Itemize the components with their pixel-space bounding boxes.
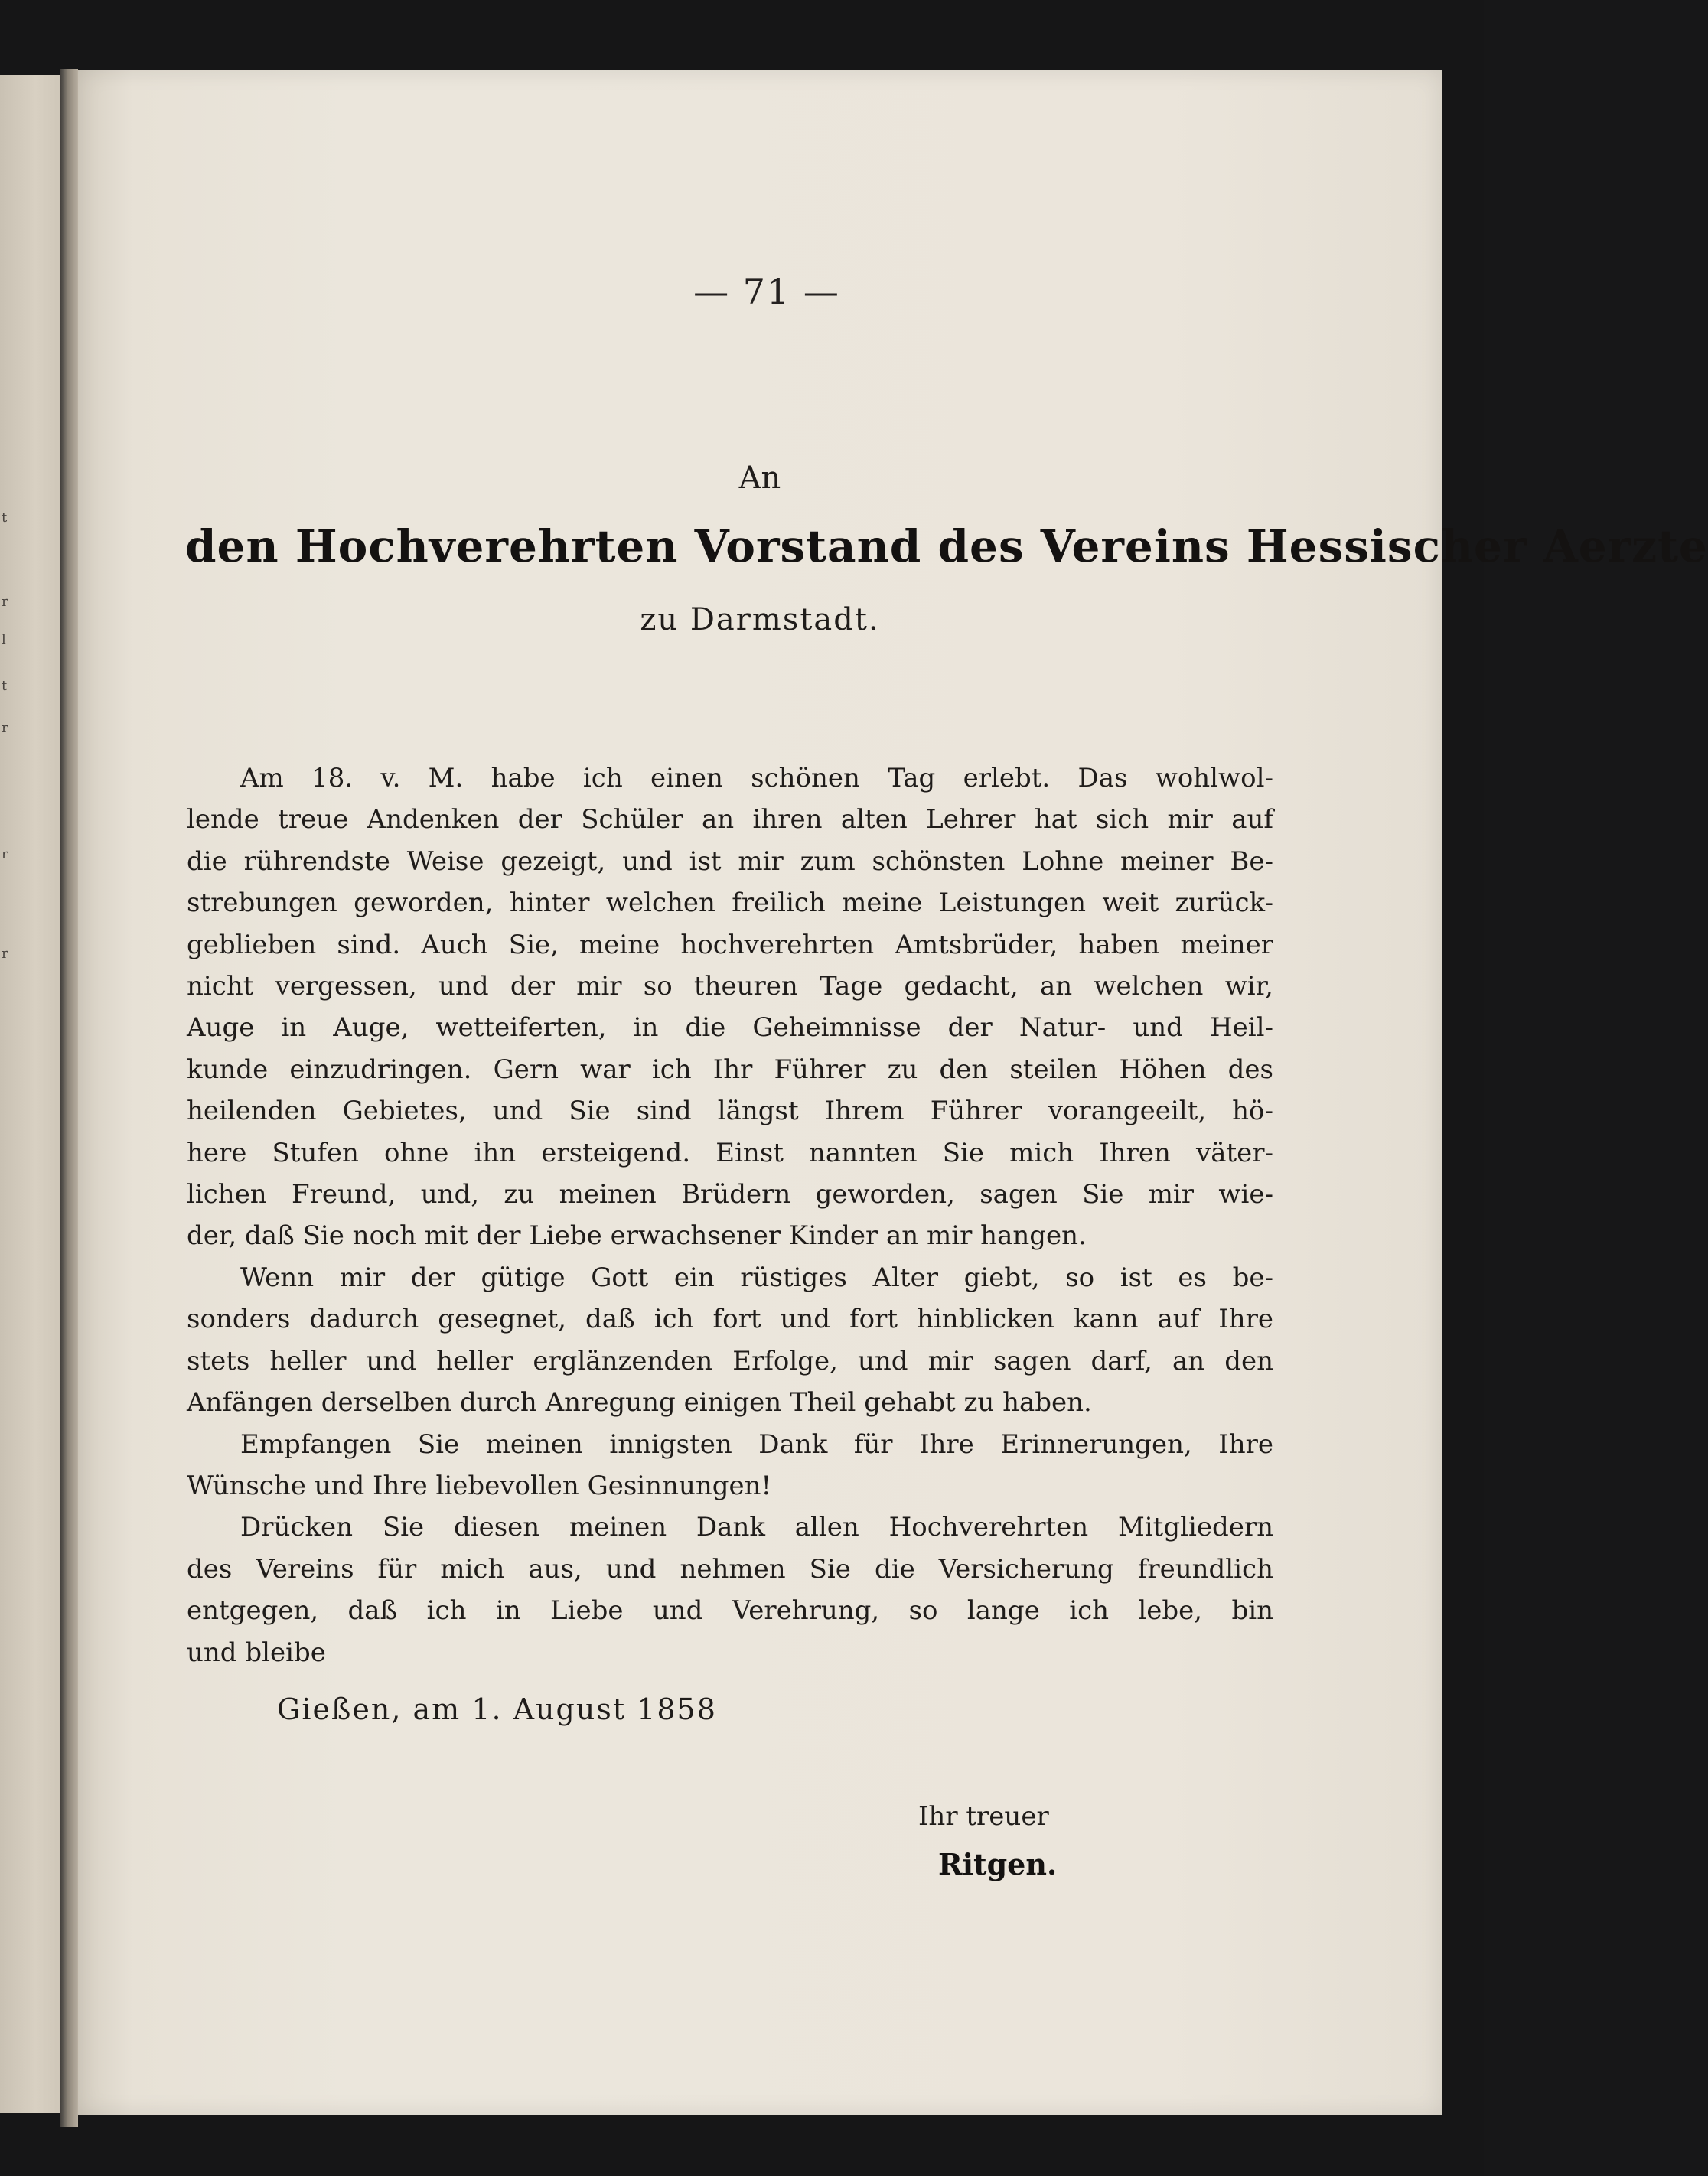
left-page-fragment: r <box>2 720 8 736</box>
place-and-date: Gießen, am 1. August 1858 <box>277 1692 717 1726</box>
left-page-edge <box>0 75 60 2113</box>
body-line: Wenn mir der gütige Gott ein rüstiges Alter giebt, so ist es be- <box>240 1262 1273 1293</box>
body-line: Auge in Auge, wetteiferten, in die Geheimnisse der Natur- und Heil- <box>187 1012 1273 1044</box>
body-line: Drücken Sie diesen meinen Dank allen Hochverehrten Mitgliedern <box>240 1512 1273 1543</box>
signature: Ritgen. <box>938 1847 1058 1881</box>
body-line: stets heller und heller erglänzenden Erfolge, und mir sagen darf, an den <box>187 1345 1273 1376</box>
body-line: nicht vergessen, und der mir so theuren Tage gedacht, an welchen wir, <box>187 971 1273 1002</box>
body-line: lichen Freund, und, zu meinen Brüdern geworden, sagen Sie mir wie- <box>187 1179 1273 1210</box>
body-line: geblieben sind. Auch Sie, meine hochverehrten Amtsbrüder, haben meiner <box>187 929 1273 960</box>
body-line: des Vereins für mich aus, und nehmen Sie die Versicherung freundlich <box>187 1553 1273 1585</box>
body-line: Wünsche und Ihre liebevollen Gesinnungen! <box>187 1470 772 1501</box>
body-line: die rührendste Weise gezeigt, und ist mir zum schönsten Lohne meiner Be- <box>187 845 1273 877</box>
left-page-fragment: r <box>2 846 8 862</box>
document-page <box>78 70 1708 2115</box>
body-line: entgegen, daß ich in Liebe und Verehrung, so lange ich lebe, bin <box>187 1595 1273 1627</box>
left-page-fragment: r <box>2 594 8 610</box>
heading-title: den Hochverehrten Vorstand des Vereins Hessischer Aerzte <box>185 520 1708 572</box>
body-line: Empfangen Sie meinen innigsten Dank für Ihre Erinnerungen, Ihre <box>240 1428 1273 1460</box>
left-page-fragment: t <box>2 678 8 694</box>
body-line: kunde einzudringen. Gern war ich Ihr Führer zu den steilen Höhen des <box>187 1054 1273 1085</box>
body-line: Anfängen derselben durch Anregung einigen Theil gehabt zu haben. <box>187 1387 1092 1419</box>
body-line: here Stufen ohne ihn ersteigend. Einst nannten Sie mich Ihren väter- <box>187 1137 1273 1168</box>
body-line: der, daß Sie noch mit der Liebe erwachsener Kinder an mir hangen. <box>187 1220 1087 1252</box>
heading-location: zu Darmstadt. <box>640 602 880 637</box>
left-page-fragment: t <box>2 510 8 526</box>
body-line: sonders dadurch gesegnet, daß ich fort und fort hinblicken kann auf Ihre <box>187 1304 1273 1335</box>
body-line: strebungen geworden, hinter welchen freilich meine Leistungen weit zurück- <box>187 888 1273 919</box>
left-page-fragment: l <box>2 632 6 648</box>
book-spine <box>60 69 78 2127</box>
body-line: Am 18. v. M. habe ich einen schönen Tag erlebt. Das wohlwol- <box>240 763 1273 793</box>
page-number: — 71 — <box>693 271 840 312</box>
closing-phrase: Ihr treuer <box>918 1801 1049 1832</box>
body-line: heilenden Gebietes, und Sie sind längst Ihrem Führer vorangeeilt, hö- <box>187 1096 1273 1127</box>
left-page-fragment: r <box>2 946 8 962</box>
body-line: und bleibe <box>187 1637 326 1668</box>
body-line: lende treue Andenken der Schüler an ihren alten Lehrer hat sich mir auf <box>187 804 1273 836</box>
heading-salutation: An <box>738 461 781 496</box>
letter-body <box>187 757 1273 1673</box>
